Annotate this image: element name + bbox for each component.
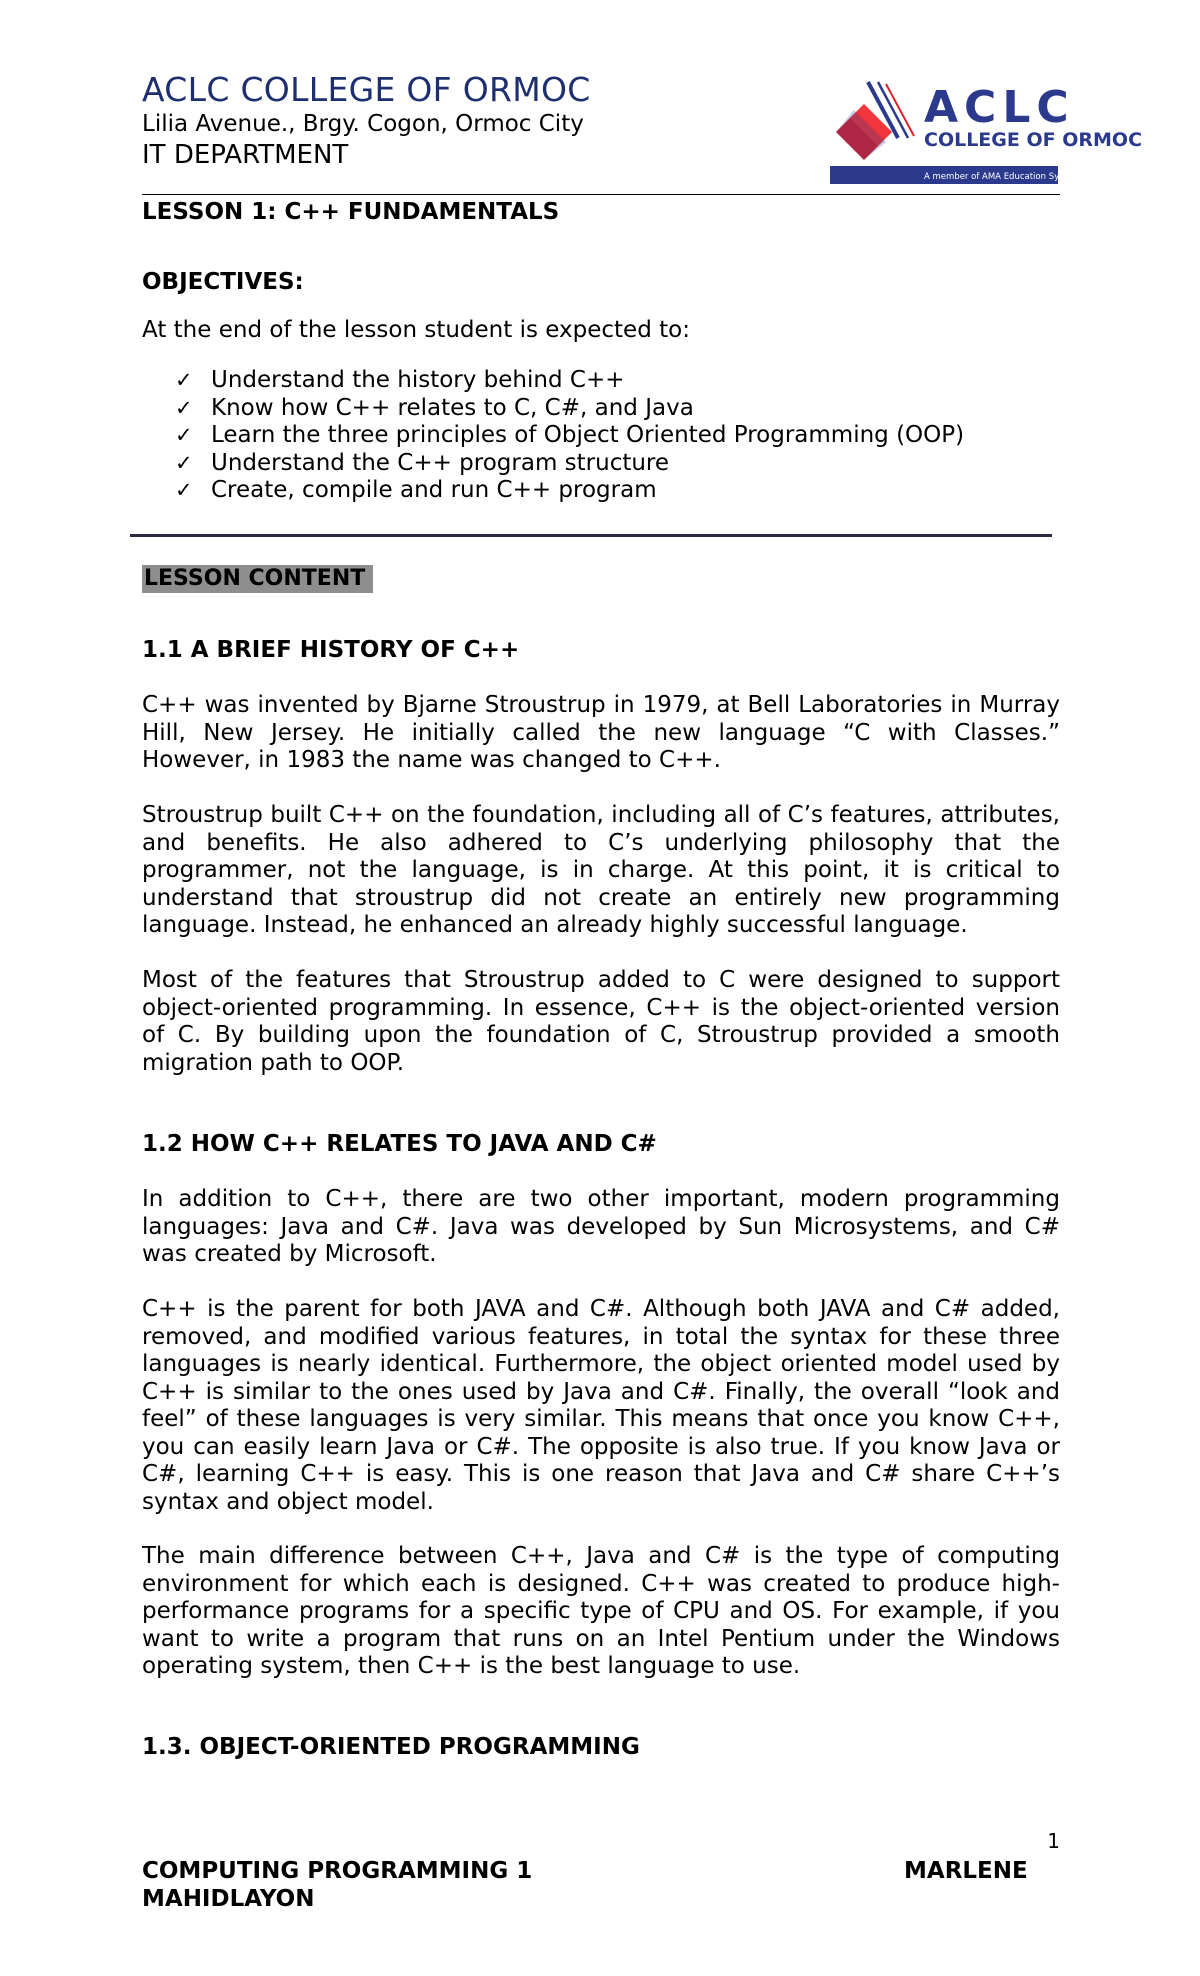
checkmark-icon: ✓ — [175, 395, 193, 420]
checkmark-icon: ✓ — [175, 423, 193, 447]
history-paragraph-1: C++ was invented by Bjarne Stroustrup in 1979, at Bell Laboratories in Murray Hill, New Jersey. He initially called the new language “C with Classes.” However, in 1983 the name was changed to C++. — [142, 692, 1060, 773]
section-heading-relation: 1.2 HOW C++ RELATES TO JAVA AND C# — [142, 1131, 657, 1157]
logo-tagline: A member of AMA Education System — [924, 172, 1081, 182]
logo-slash-3 — [886, 84, 914, 136]
section-heading-oop: 1.3. OBJECT-ORIENTED PROGRAMMING — [142, 1734, 640, 1760]
department-name: IT DEPARTMENT — [142, 140, 349, 170]
objective-item: ✓ Understand the C++ program structure — [175, 449, 670, 476]
aclc-logo — [828, 80, 1143, 186]
section-heading-history: 1.1 A BRIEF HISTORY OF C++ — [142, 637, 520, 663]
objectives-intro: At the end of the lesson student is expected to: — [142, 317, 690, 343]
header-divider — [142, 194, 1060, 195]
objective-item: ✓ Understand the history behind C++ — [175, 367, 625, 393]
logo-diamond-shadow — [836, 110, 886, 160]
checkmark-icon: ✓ — [175, 478, 193, 502]
logo-subtitle: COLLEGE OF ORMOC — [924, 129, 1143, 151]
history-paragraph-2: Stroustrup built C++ on the foundation, including all of C’s features, attributes, and benefits. He also adhered to C’s underlying philosophy that the programmer, not the language, is in charge. At this point, it is critical to understand that stroustrup did not create an entirely new programming language. Instead, he enhanced an already highly successful language. — [142, 802, 1060, 938]
college-address: Lilia Avenue., Brgy. Cogon, Ormoc City — [142, 111, 584, 137]
objectives-list — [175, 367, 964, 505]
checkmark-icon: ✓ — [175, 368, 193, 392]
relation-paragraph-2: C++ is the parent for both JAVA and C#. Although both JAVA and C# added, removed, and modified various features, in total the syntax for these three languages is nearly identical. Furthermore, the object oriented model used by C++ is similar to the ones used by Java and C#. Finally, the overall “look and feel” of these languages is very similar. This means that once you know C++, you can easily learn Java or C#. The opposite is also true. If you know Java or C#, learning C++ is easy. This is one reason that Java and C# share C++’s syntax and object model. — [142, 1296, 1060, 1515]
checkmark-icon: ✓ — [175, 450, 193, 475]
history-paragraph-3: Most of the features that Stroustrup added to C were designed to support object-oriented programming. In essence, C++ is the object-oriented version of C. By building upon the foundation of C, Stroustrup provided a smooth migration path to OOP. — [142, 967, 1060, 1076]
objective-item: ✓ Learn the three principles of Object Oriented Programming (OOP) — [175, 422, 965, 448]
college-name: ACLC COLLEGE OF ORMOC — [142, 70, 591, 109]
footer-author-last: MAHIDLAYON — [142, 1886, 315, 1912]
objectives-heading: OBJECTIVES: — [142, 269, 304, 295]
logo-acronym: ACLC — [924, 82, 1075, 133]
relation-paragraph-1: In addition to C++, there are two other important, modern programming languages: Java and C#. Java was developed by Sun Microsystems, and C# was created by Microsoft. — [142, 1186, 1060, 1267]
footer-author-first: MARLENE — [904, 1858, 1028, 1884]
objective-item: ✓ Create, compile and run C++ program — [175, 477, 657, 503]
lesson-content-label: LESSON CONTENT — [142, 565, 373, 593]
footer-course: COMPUTING PROGRAMMING 1 — [142, 1858, 533, 1884]
objectives-divider — [130, 534, 1052, 537]
objective-item: ✓ Know how C++ relates to C, C#, and Java — [175, 394, 694, 421]
page-number: 1 — [1047, 1829, 1060, 1853]
relation-paragraph-3: The main difference between C++, Java and C# is the type of computing environment for which each is designed. C++ was created to produce high-performance programs for a specific type of CPU and OS. For example, if you want to write a program that runs on an Intel Pentium under the Windows operating system, then C++ is the best language to use. — [142, 1543, 1060, 1679]
lesson-title: LESSON 1: C++ FUNDAMENTALS — [142, 199, 560, 225]
